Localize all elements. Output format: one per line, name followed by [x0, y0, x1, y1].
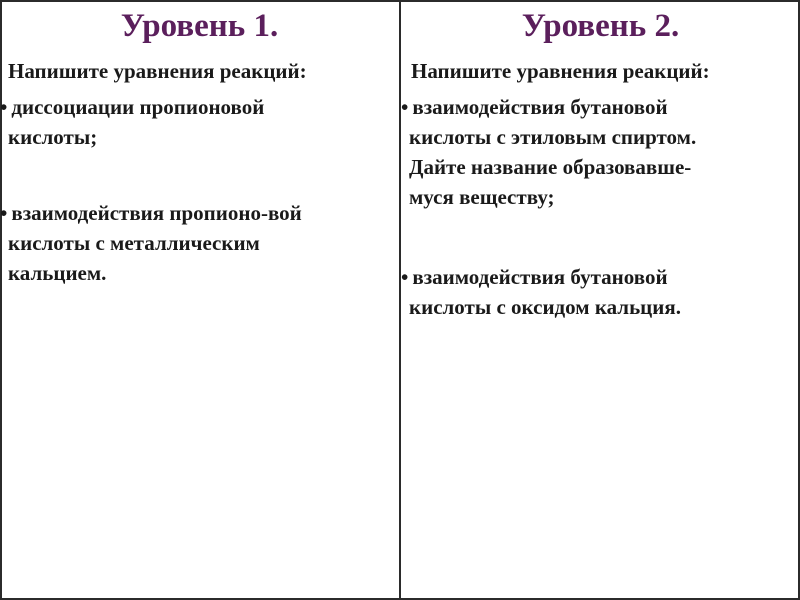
task-line	[401, 262, 786, 292]
task-line: Дайте название образовавше-	[409, 155, 692, 179]
task-line	[0, 198, 385, 228]
bullet-icon: •	[401, 95, 409, 119]
level-2-instruction: Напишите уравнения реакций:	[411, 59, 710, 83]
task-line: кислоты с этиловым спиртом.	[409, 125, 697, 149]
task-line: кислоты;	[8, 125, 98, 149]
task-line	[0, 92, 385, 122]
level-2-task-1	[401, 92, 786, 212]
task-text: взаимодействия пропионо-вой	[11, 201, 302, 225]
task-text: диссоциации пропионовой	[11, 95, 265, 119]
level-2-title: Уровень 2.	[521, 8, 680, 44]
level-2-column	[401, 0, 800, 600]
task-text: взаимодействия бутановой	[412, 95, 668, 119]
level-1-title: Уровень 1.	[120, 8, 279, 44]
task-text: взаимодействия бутановой	[412, 265, 668, 289]
level-1-task-2	[0, 198, 385, 288]
task-line: кальцием.	[8, 261, 107, 285]
task-line: муся веществу;	[409, 185, 555, 209]
task-line: кислоты с металлическим	[8, 231, 260, 255]
task-line: кислоты с оксидом кальция.	[409, 295, 681, 319]
bullet-icon: •	[0, 95, 8, 119]
bullet-icon: •	[0, 201, 8, 225]
level-1-column	[0, 0, 399, 600]
level-2-task-2	[401, 262, 786, 322]
level-1-instruction: Напишите уравнения реакций:	[8, 59, 307, 83]
bullet-icon: •	[401, 265, 409, 289]
task-line	[401, 92, 786, 122]
level-1-task-1	[0, 92, 385, 152]
